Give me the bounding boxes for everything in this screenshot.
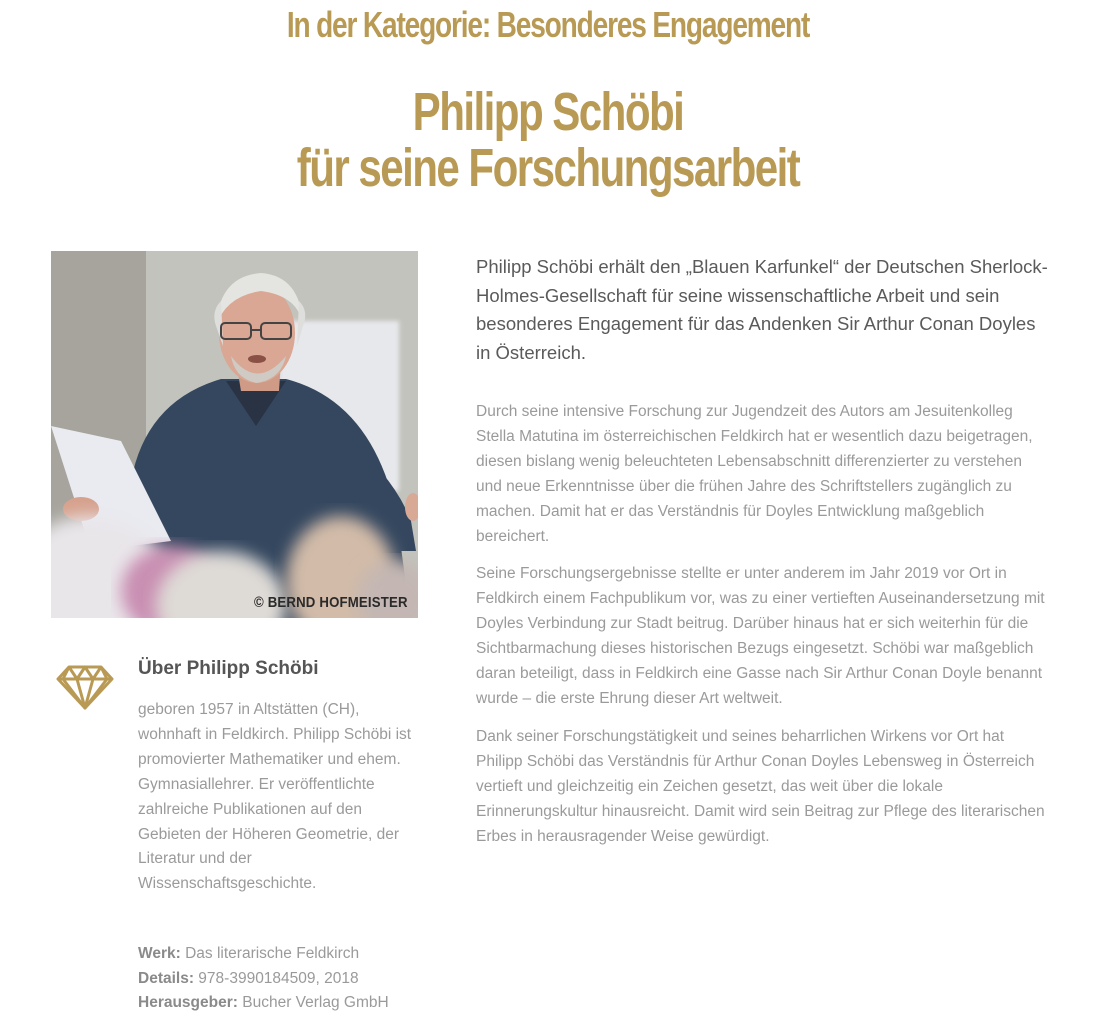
intro-paragraph: Philipp Schöbi erhält den „Blauen Karfunkel“ der Deutschen Sherlock-Holmes-Gesellschaft für seine wissenschaftliche Arbeit und sein besonderes Engagement für das Andenken Sir Arthur Conan Doyles in Österreich. bbox=[476, 256, 1048, 363]
body-text bbox=[476, 400, 1051, 862]
body-paragraph: Durch seine intensive Forschung zur Jugendzeit des Autors am Jesuitenkolleg Stella Matutina im österreichischen Feldkirch hat er wesentlich dazu beigetragen, diesen bislang wenig beleuchteten Lebensabschnitt differenzierter zu verstehen und neue Erkenntnisse über die frühen Jahre des Schriftstellers zugänglich zu machen. Damit hat er das Verständnis für Doyles Entwicklung maßgeblich bereichert. bbox=[476, 403, 1033, 545]
body-paragraph: Seine Forschungsergebnisse stellte er unter anderem im Jahr 2019 vor Ort in Feldkirch einem Fachpublikum vor, was zu einer vertieften Auseinandersetzung mit Doyles Verbindung zur Stadt beitrug. Darüber hinaus hat er sich weiterhin für die Sichtbarmachung dieses historischen Bezugs eingesetzt. Schöbi war maßgeblich daran beteiligt, dass in Feldkirch eine Gasse nach Sir Arthur Conan Doyle benannt wurde – die erste Ehrung dieser Art weltweit. bbox=[476, 565, 1045, 707]
meta-details bbox=[138, 967, 438, 992]
portrait-photo bbox=[51, 251, 418, 618]
category-heading: In der Kategorie: Besonderes Engagement bbox=[286, 4, 810, 45]
about-title: Über Philipp Schöbi bbox=[138, 658, 319, 679]
meta-work bbox=[138, 942, 438, 967]
meta-label: Werk: bbox=[138, 945, 181, 962]
meta-label: Details: bbox=[138, 969, 194, 987]
title-line-2: für seine Forschungsarbeit bbox=[296, 138, 800, 198]
meta-value: Das literarische Feldkirch bbox=[180, 945, 360, 962]
meta-value: Bucher Verlag GmbH bbox=[237, 994, 389, 1011]
page-title bbox=[121, 84, 976, 196]
meta-publisher bbox=[138, 991, 438, 1016]
body-paragraph: Dank seiner Forschungstätigkeit und seines beharrlichen Wirkens vor Ort hat Philipp Schöbi das Verständnis für Arthur Conan Doyles Lebensweg in Österreich vertieft und gleichzeitig ein Zeichen gesetzt, das weit über die lokale Erinnerungskultur hinausreicht. Damit wird sein Beitrag zur Pflege des literarischen Erbes in herausragender Weise gewürdigt. bbox=[476, 727, 1045, 845]
title-line-1: Philipp Schöbi bbox=[412, 82, 684, 142]
diamond-icon bbox=[56, 664, 114, 710]
meta-label: Herausgeber: bbox=[138, 994, 238, 1011]
photo-credit: © BERND HOFMEISTER bbox=[254, 594, 408, 611]
meta-value: 978-3990184509, 2018 bbox=[194, 969, 359, 987]
book-details bbox=[138, 942, 438, 1016]
about-bio: geboren 1957 in Altstätten (CH), wohnhaft in Feldkirch. Philipp Schöbi ist promovierter Mathematiker und ehem. Gymnasiallehrer. Er veröffentlichte zahlreiche Publikationen auf den Gebieten der Höheren Geometrie, der Literatur und der Wissenschaftsgeschichte. bbox=[138, 701, 412, 893]
photo-illustration bbox=[51, 251, 418, 618]
